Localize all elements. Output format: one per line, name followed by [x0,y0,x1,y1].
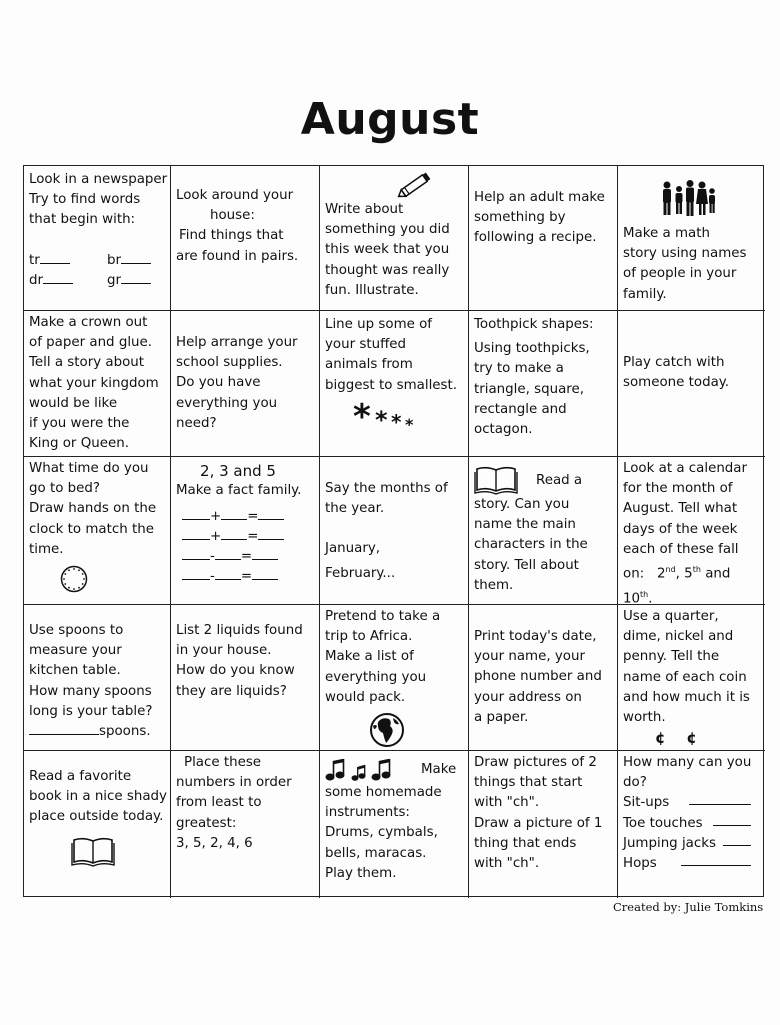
text-line: and [700,566,731,582]
cell-exercises [618,751,765,898]
text-line: family. [623,286,667,302]
book-icon [71,836,115,868]
date-number: 10 [623,591,641,605]
text-line: Do you have [176,375,261,391]
text-line: characters in the [474,537,588,553]
text-line: if you were the [29,416,130,432]
page-title: August [300,94,480,145]
svg-text:*: * [375,405,388,432]
text-line: from least to [176,795,262,811]
text-line: February... [325,565,396,581]
text-line: Draw a picture of 1 [474,815,603,831]
text-line: story. Can you [474,497,570,512]
cell-write-about [320,166,469,311]
date-suffix: nd [665,565,676,575]
text-line: for the month of [623,481,733,497]
cell-instruments [320,751,469,898]
cell-months [320,457,469,605]
text-line: thought was really [325,262,450,278]
text-line: go to bed? [29,481,100,497]
text-line: Drums, cymbals, [325,825,438,841]
text-line: List 2 liquids found [176,623,303,638]
cell-read-outside [24,751,171,898]
text-line: numbers in order [176,775,292,791]
text-line: in your house. [176,643,272,659]
activity-calendar-grid [23,165,764,897]
blank-prefix: gr [106,272,121,288]
text-line: long is your table? [29,703,153,719]
text-line: name of each coin [623,669,747,685]
date-suffix: th [640,589,649,599]
date-number: , 5 [675,566,693,582]
text-line: would pack. [325,689,406,705]
text-line: triangle, square, [474,381,585,397]
cell-school-supplies [171,311,320,457]
text-line: some homemade [325,785,442,800]
fact-family-numbers: 2, 3 and 5 [200,462,276,480]
text-line: and how much it is [623,689,750,705]
text-line: do? [623,775,647,791]
text-line: what your kingdom [29,375,159,391]
date-number: 2 [656,566,666,582]
text-line: a paper. [474,709,529,725]
cell-liquids [171,605,320,751]
cell-newspaper-words [24,166,171,311]
text-line: this week that you [325,242,450,258]
operator: - [210,569,215,585]
text-line: Draw pictures of 2 [474,755,597,770]
text-line: name the main [474,517,576,533]
blank-prefix: br [106,252,121,268]
text-line: thing that ends [474,835,577,851]
calendar-dates-line [623,585,760,605]
text-line: How many spoons [29,683,152,699]
clock-icon [59,564,89,594]
text-line: house: [210,208,255,224]
text-line: someone today. [623,375,730,391]
text-line: on: [623,566,645,582]
text-line: them. [474,577,514,593]
text-line: Print today's date, [474,629,597,644]
text-line: with "ch". [474,856,540,872]
text-line: Make a crown out [29,315,148,330]
exercise-label: Toe touches [623,815,703,831]
cell-stuffed-animals [320,311,469,457]
text-line: Say the months of [325,481,448,496]
exercise-label: Jumping jacks [623,835,716,851]
svg-text:*: * [405,414,414,432]
author-credit: Created by: Julie Tomkins [613,900,764,914]
text-line: days of the week [623,521,738,537]
text-line: kitchen table. [29,663,121,679]
text-line: with "ch". [474,795,540,811]
text-line: worth. [623,710,666,726]
text-line: Make a fact family. [176,483,302,499]
text-line: trip to Africa. [325,629,413,645]
text-line: Make [421,761,457,777]
svg-text:*: * [353,401,371,432]
book-icon [474,465,518,495]
cell-find-pairs [171,166,320,311]
text-line: Look in a newspaper [29,172,168,187]
text-line: school supplies. [176,355,283,371]
cell-read-story [469,457,618,605]
cell-order-numbers [171,751,320,898]
text-line: something you did [325,222,450,238]
text-line: Help arrange your [176,335,298,350]
text-line: . [648,591,653,605]
music-notes-icon [325,757,405,783]
cell-calendar-days [618,457,765,605]
text-line: each of these fall [623,541,739,557]
globe-icon [369,712,405,748]
text-line: everything you [176,395,278,411]
text-line: January, [325,541,381,557]
cell-toothpick-shapes [469,311,618,457]
text-line: instruments: [325,805,410,821]
text-line: bells, maracas. [325,845,427,861]
text-line: of paper and glue. [29,335,153,351]
text-line: What time do you [29,461,149,476]
text-line: rectangle and [474,401,567,417]
text-line: Write about [325,202,404,217]
pencil-icon [395,170,435,200]
cell-bedtime-clock [24,457,171,605]
text-line: measure your [29,643,122,659]
text-line: How many can you [623,755,752,770]
operator: + [210,529,222,545]
text-line: animals from [325,357,413,373]
text-line: would be like [29,395,118,411]
text-line: Use a quarter, [623,609,719,624]
cent-signs: ¢ ¢ [655,729,697,748]
text-line: place outside today. [29,809,164,825]
text-line: Look around your [176,188,294,203]
text-line: dime, nickel and [623,629,734,645]
text-line: everything you [325,669,427,685]
text-line: things that start [474,775,583,791]
cell-africa-trip [320,605,469,751]
text-line: of people in your [623,266,737,282]
text-line: book in a nice shady [29,789,167,805]
text-line: biggest to smallest. [325,377,458,393]
text-line: need? [176,415,217,431]
text-line: time. [29,541,64,557]
text-line: Tell a story about [29,355,145,371]
text-line: story using names [623,246,747,262]
text-line: Draw hands on the [29,501,157,517]
text-line: phone number and [474,669,602,685]
text-line: Use spoons to [29,623,124,638]
text-line: your name, your [474,649,585,665]
text-line: something by [474,210,566,226]
text-line: the year. [325,501,385,517]
text-line: octagon. [474,422,533,438]
operator: - [210,549,215,565]
text-line: they are liquids? [176,683,287,699]
text-line: Make a list of [325,649,414,665]
text-line: Find things that [179,228,284,244]
operator: + [210,509,222,525]
cell-ch-words [469,751,618,898]
text-line: Line up some of [325,317,433,332]
text-line: Look at a calendar [623,461,748,476]
text-line: spoons. [99,724,151,740]
exercise-label: Hops [623,856,657,872]
text-line: clock to match the [29,521,154,537]
text-line: fun. Illustrate. [325,282,419,298]
cell-play-catch [618,311,765,457]
family-icon [659,180,719,218]
date-suffix: th [692,565,701,575]
text-line: 3, 5, 2, 4, 6 [176,835,253,851]
text-line: Using toothpicks, [474,341,590,357]
text-line: Play catch with [623,355,725,370]
text-line: Help an adult make [474,190,605,205]
cell-coins [618,605,765,751]
text-line: King or Queen. [29,436,129,452]
text-line: Place these [184,755,262,770]
text-line: following a recipe. [474,230,597,246]
text-line: Toothpick shapes: [474,317,594,332]
text-line: greatest: [176,815,237,831]
text-line: How do you know [176,663,295,679]
cell-spoons-measure [24,605,171,751]
cell-math-story [618,166,765,311]
cell-fact-family [171,457,320,605]
text-line: that begin with: [29,212,136,228]
calendar-dates-line [623,560,760,585]
text-line: try to make a [474,361,564,377]
svg-text:*: * [391,409,402,432]
blank-prefix: dr [29,272,44,288]
text-line: Read a [536,472,583,488]
text-line: Play them. [325,865,397,881]
text-line: story. Tell about [474,557,579,573]
text-line: your address on [474,689,582,705]
text-line: your stuffed [325,337,407,353]
text-line: Pretend to take a [325,609,441,624]
fact-family-blanks: + = + = - = - = [182,507,314,587]
text-line: are found in pairs. [176,248,299,264]
text-line: Make a math [623,226,710,241]
cell-recipe [469,166,618,311]
text-line: August. Tell what [623,501,738,517]
text-line: penny. Tell the [623,649,720,665]
cell-crown-story [24,311,171,457]
text-line: Read a favorite [29,769,132,784]
exercise-label: Sit-ups [623,795,670,811]
star-sizes-icon [353,402,433,432]
blank-prefix: tr [29,252,40,268]
cell-print-info [469,605,618,751]
text-line: Try to find words [29,192,141,208]
